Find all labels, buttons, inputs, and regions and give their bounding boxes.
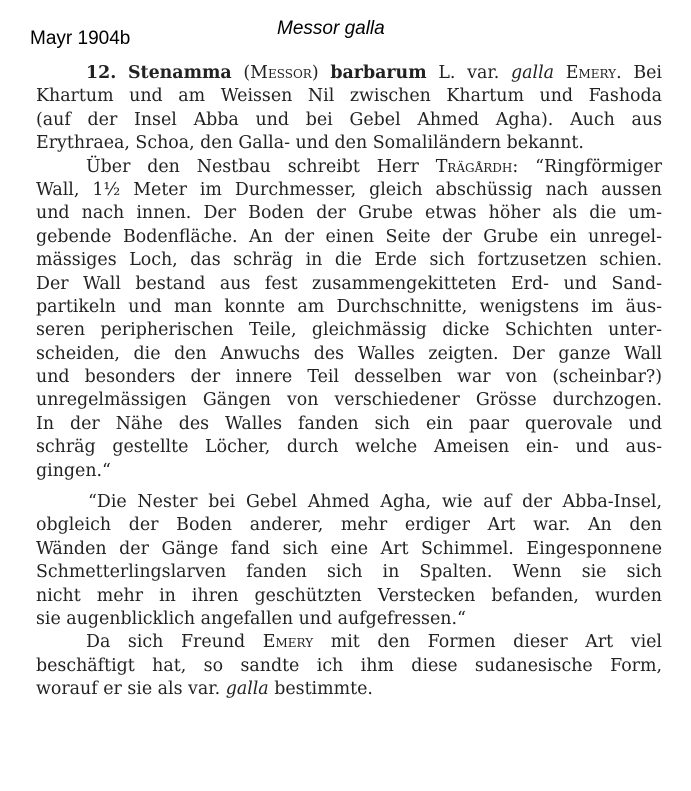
text-line: und besonders der innere Teil desselben war von (scheinbar?) [36,367,662,388]
text-line: unregelmässigen Gängen von verschiedener Grösse durchzogen. [36,390,662,411]
text-line: In der Nähe des Walles fanden sich ein paar querovale und [36,413,662,434]
variety-name: galla [225,679,269,700]
text-line: “Die Nester bei Gebel Ahmed Agha, wie auf der Abba-Insel, [88,492,662,513]
text-line: Schmetterlingslarven fanden sich in Spalten. Wenn sie sich [36,562,662,583]
species-name: barbarum [330,63,427,83]
paragraph-conclusion [36,631,662,701]
text-line: seren peripherischen Teile, gleichmässig dicke Schichten unter- [36,320,662,341]
text-line: gebende Bodenfläche. An der einen Seite der Grube ein unregel- [36,226,662,247]
text-line: Khartum und am Weissen Nil zwischen Khartum und Fashoda [36,86,662,107]
text-line: beschäftigt hat, so sandte ich ihm diese sudanesische Form, [36,655,662,676]
text-line [36,156,662,179]
text-fragment: ) [311,63,331,83]
text-fragment: bestimmte. [268,679,373,700]
text-line: und nach innen. Der Boden der Grube etwas höher als die um- [36,203,662,224]
author-name: Trägårdh [435,156,513,177]
text-line: nicht mehr in ihren geschützten Verstecken befanden, wurden [36,585,662,606]
text-line: Wänden der Gänge fand sich eine Art Schimmel. Eingesponnene [36,538,662,559]
text-line: (auf der Insel Abba und bei Gebel Ahmed Agha). Auch aus [36,109,662,130]
text-line [36,62,662,85]
text-line [36,631,662,654]
text-line: schräg gestellte Löcher, durch welche Ameisen ein- und aus- [36,437,662,458]
text-fragment: : “Ringförmiger [512,156,662,177]
text-fragment: L. var. [426,63,512,83]
text-fragment: Da sich Freund [86,632,263,653]
paragraph-species-entry [36,62,662,156]
paragraph-nest-description [36,156,662,483]
text-line: Erythraea, Schoa, den Galla- und den Somaliländern bekannt. [36,133,584,154]
text-line: gingen.“ [36,460,111,481]
text-line: scheiden, die den Anwuchs des Walles zeigten. Der ganze Wall [36,343,662,364]
species-title: Messor galla [277,18,385,39]
genus-name: Stenamma [128,63,232,83]
text-fragment: mit den Formen dieser Art viel [313,632,662,653]
author-name: Emery [565,63,617,83]
paragraph-quote [36,491,662,631]
author-name: Emery [262,632,314,653]
text-line: partikeln und man konnte am Durchschnitte, wenigstens im äus- [36,296,662,317]
document-page [36,62,662,702]
variety-name: galla [511,63,555,83]
text-line: mässiges Loch, das schräg in die Erde sich fortzusetzen schien. [36,250,662,271]
text-fragment: . Bei [616,63,662,83]
subgenus-name: Messor [250,63,312,83]
text-line: Der Wall bestand aus fest zusammengekitteten Erd- und Sand- [36,273,662,294]
text-line: sie augenblicklich angefallen und aufgefressen.“ [36,608,466,629]
text-line: Wall, 1½ Meter im Durchmesser, gleich abschüssig nach aussen [36,179,662,200]
text-fragment: ( [231,63,251,83]
text-line [36,678,662,701]
text-fragment [554,63,566,83]
text-line: obgleich der Boden anderer, mehr erdiger Art war. An den [36,515,662,536]
text-fragment: Über den Nestbau schreibt Herr [86,156,436,177]
entry-number: 12. [86,63,117,83]
text-fragment: worauf er sie als var. [36,679,226,700]
document-label: Mayr 1904b [30,28,131,49]
